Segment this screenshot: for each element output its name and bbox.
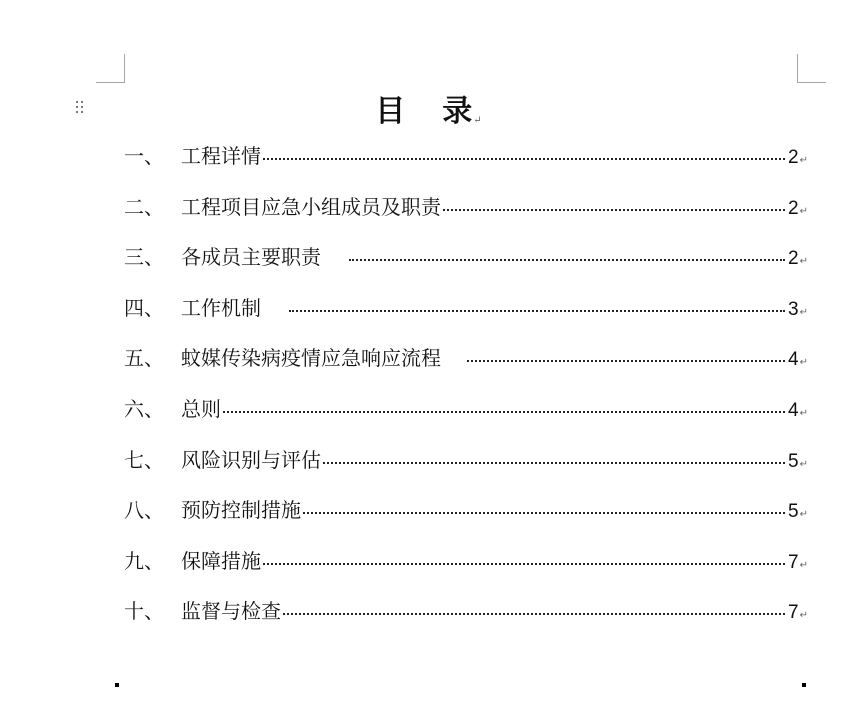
toc-entry-number: 六、: [124, 396, 164, 421]
toc-entry[interactable]: [124, 393, 808, 444]
section-marker-right: [802, 683, 806, 687]
paragraph-mark-icon: ↵: [799, 509, 808, 521]
toc-entry-label: 工程项目应急小组成员及职责: [181, 194, 441, 219]
toc-entry[interactable]: [124, 342, 808, 393]
toc-entry-label: 各成员主要职责: [181, 245, 321, 270]
toc-dot-leader: [263, 158, 785, 160]
toc-dot-leader: [467, 360, 785, 362]
toc-entry-number: 八、: [124, 498, 164, 523]
section-marker-left: [115, 683, 119, 687]
toc-entry[interactable]: [124, 241, 808, 292]
toc-dot-leader: [349, 259, 785, 261]
toc-entry-label: 保障措施: [181, 548, 261, 573]
paragraph-mark-icon: ↵: [799, 306, 808, 318]
toc-title: [0, 86, 858, 130]
paragraph-mark-icon: ↵: [799, 205, 808, 217]
toc-entry-page: 7: [788, 551, 799, 573]
toc-entry-number: 三、: [124, 245, 164, 270]
toc-entry-page: 3: [788, 298, 799, 320]
toc-entry-page: 2: [788, 248, 799, 270]
toc-entry-number: 九、: [124, 548, 164, 573]
toc-title-char-2: 录: [442, 94, 474, 129]
page-corner-mark-top-left: [96, 54, 125, 83]
toc-dot-leader: [323, 462, 785, 464]
toc-entry-number: 四、: [124, 295, 164, 320]
paragraph-mark-icon: ↵: [799, 559, 808, 571]
toc-entry-page: 2: [788, 197, 799, 219]
toc-entry-label: 工作机制: [181, 295, 261, 320]
toc-dot-leader: [303, 512, 785, 514]
toc-dot-leader: [283, 613, 785, 615]
toc-entry-label: 蚊媒传染病疫情应急响应流程: [181, 346, 441, 371]
toc-entry-label: 总则: [181, 396, 221, 421]
page-corner-mark-top-right: [797, 54, 826, 83]
toc-entry-number: 一、: [124, 144, 164, 168]
toc-entry[interactable]: [124, 595, 808, 646]
toc-dot-leader: [223, 411, 785, 413]
toc-entry[interactable]: [124, 545, 808, 596]
toc-entry-label: 预防控制措施: [181, 498, 301, 523]
toc-dot-leader: [289, 310, 785, 312]
toc-entry[interactable]: [124, 494, 808, 545]
paragraph-mark-icon: ↵: [799, 610, 808, 622]
toc-dot-leader: [443, 209, 785, 211]
toc-title-char-1: 目: [375, 94, 407, 129]
toc-entry-number: 十、: [124, 599, 164, 624]
toc-entry-number: 五、: [124, 346, 164, 371]
toc-entry[interactable]: [124, 444, 808, 495]
toc-entry-label: 监督与检查: [181, 599, 281, 624]
paragraph-mark-icon: ↵: [799, 155, 808, 166]
paragraph-mark-icon: ↵: [473, 115, 483, 126]
toc-entry-page: 4: [788, 349, 799, 371]
toc-entry[interactable]: [124, 292, 808, 343]
paragraph-mark-icon: ↵: [799, 256, 808, 268]
toc-entry-number: 二、: [124, 194, 164, 219]
toc-entry-label: 风险识别与评估: [181, 447, 321, 472]
toc-entry[interactable]: [124, 191, 808, 242]
toc-entry-page: 5: [788, 450, 799, 472]
paragraph-mark-icon: ↵: [799, 357, 808, 369]
toc-entry-label: 工程详情: [181, 144, 261, 168]
toc-entry-number: 七、: [124, 447, 164, 472]
toc-entry-page: 4: [788, 399, 799, 421]
paragraph-mark-icon: ↵: [799, 458, 808, 470]
toc-dot-leader: [263, 563, 785, 565]
toc-entry-page: 5: [788, 501, 799, 523]
toc-entry-page: 2: [788, 147, 799, 168]
table-of-contents: [124, 140, 808, 646]
paragraph-mark-icon: ↵: [799, 407, 808, 419]
toc-entry[interactable]: [124, 140, 808, 191]
toc-entry-page: 7: [788, 602, 799, 624]
